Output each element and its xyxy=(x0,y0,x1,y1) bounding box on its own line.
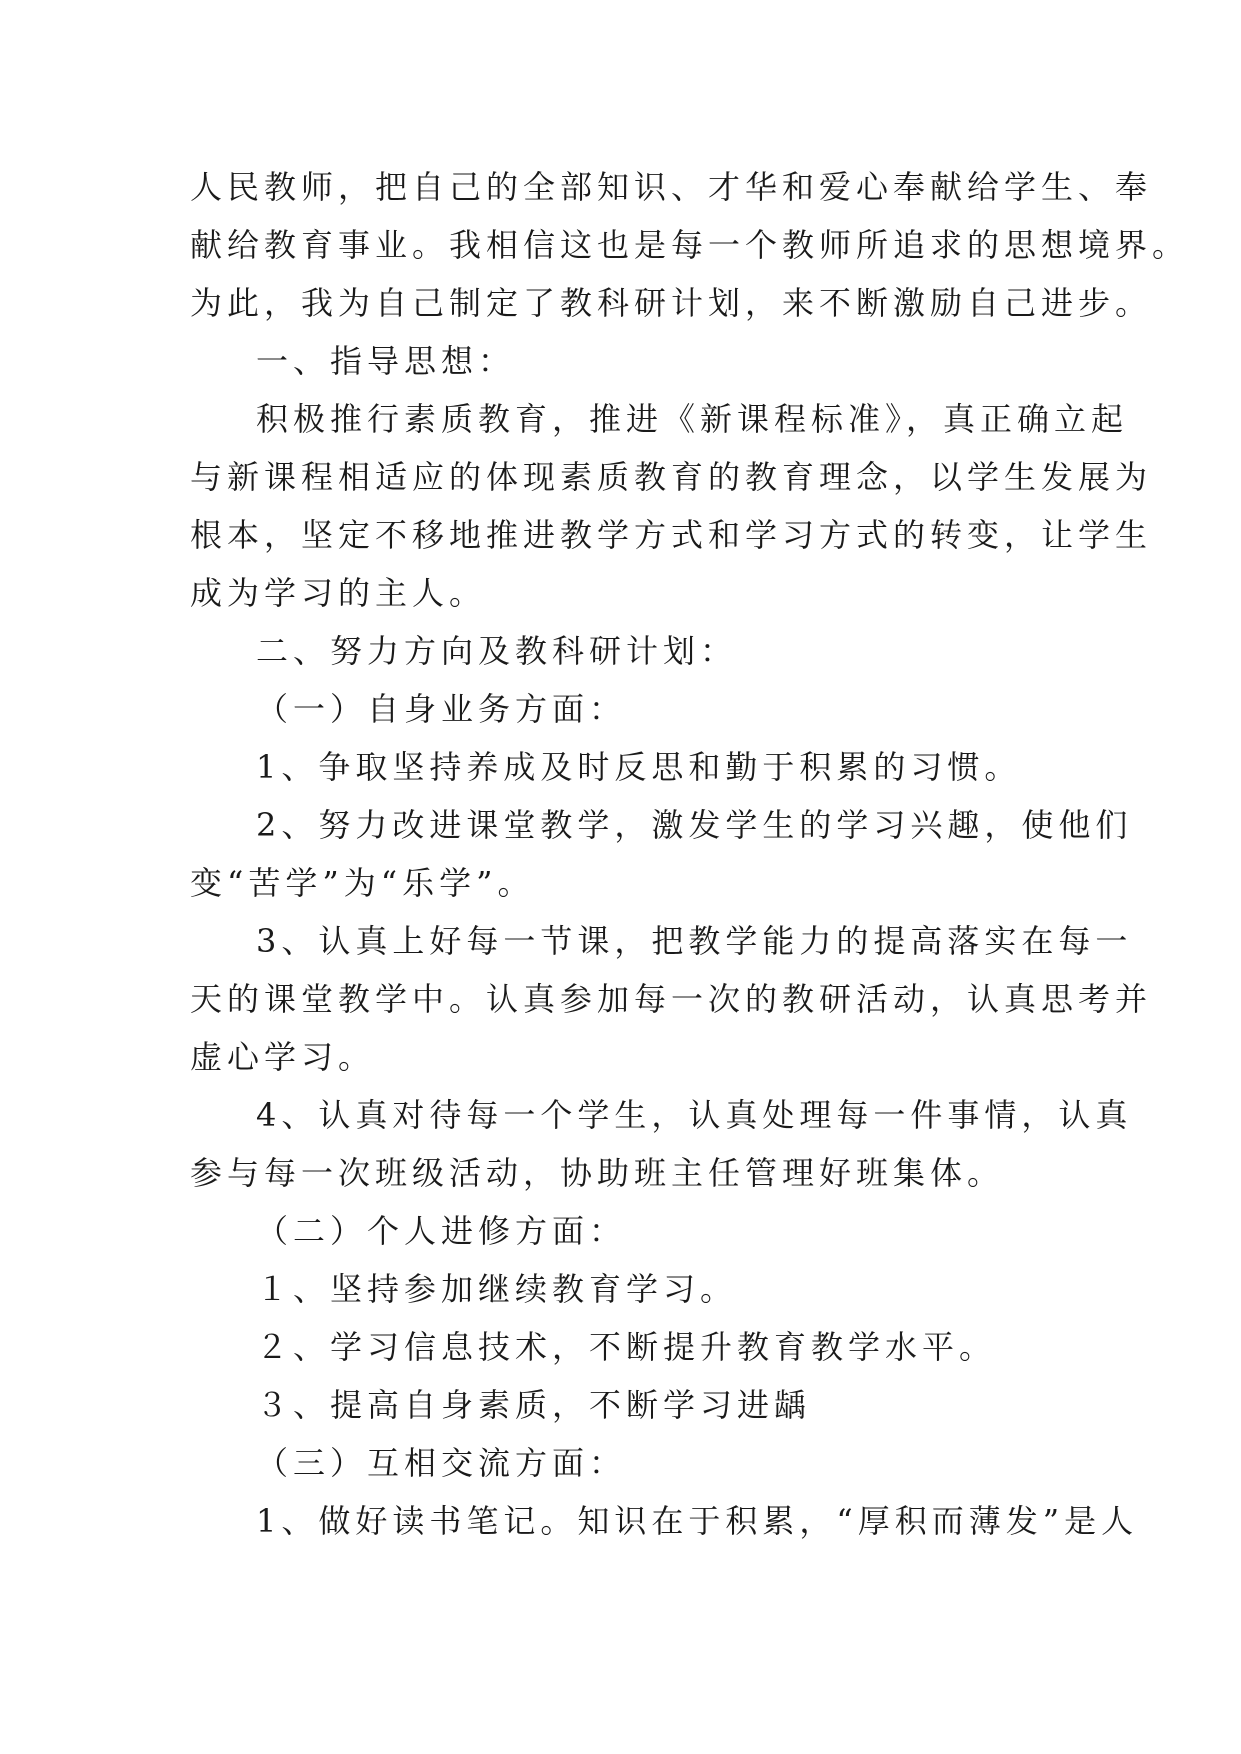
text-line: 献给教育事业。我相信这也是每一个教师所追求的思想境界。 xyxy=(190,226,1190,264)
subsection-heading: （二）个人进修方面： xyxy=(256,1212,627,1250)
subsection-heading: （三）互相交流方面： xyxy=(256,1444,627,1482)
text-line: 积极推行素质教育，推进《新课程标准》，真正确立起 xyxy=(256,400,1129,438)
list-item: 1、争取坚持养成及时反思和勤于积累的习惯。 xyxy=(256,748,1022,786)
list-item: 2、努力改进课堂教学，激发学生的学习兴趣，使他们 xyxy=(256,806,1133,844)
text-line: 根本，坚定不移地推进教学方式和学习方式的转变，让学生 xyxy=(190,516,1153,554)
list-item: 3、认真上好每一节课，把教学能力的提高落实在每一 xyxy=(256,922,1133,960)
text-line: 虚心学习。 xyxy=(190,1038,376,1076)
list-item: ３、提高自身素质，不断学习进龋 xyxy=(256,1386,812,1424)
text-line: 天的课堂教学中。认真参加每一次的教研活动，认真思考并 xyxy=(190,980,1153,1018)
text-line: 与新课程相适应的体现素质教育的教育理念，以学生发展为 xyxy=(190,458,1153,496)
section-heading: 二、努力方向及教科研计划： xyxy=(256,632,738,670)
section-heading: 一、指导思想： xyxy=(256,342,516,380)
text-line: 参与每一次班级活动，协助班主任管理好班集体。 xyxy=(190,1154,1005,1192)
text-line: 变“苦学”为“乐学”。 xyxy=(190,864,535,902)
text-line: 人民教师，把自己的全部知识、才华和爱心奉献给学生、奉 xyxy=(190,168,1153,206)
text-line: 成为学习的主人。 xyxy=(190,574,487,612)
list-item: １、坚持参加继续教育学习。 xyxy=(256,1270,738,1308)
list-item: 1、做好读书笔记。知识在于积累，“厚积而薄发”是人 xyxy=(256,1502,1139,1540)
subsection-heading: （一）自身业务方面： xyxy=(256,690,627,728)
list-item: 4、认真对待每一个学生，认真处理每一件事情，认真 xyxy=(256,1096,1133,1134)
list-item: ２、学习信息技术，不断提升教育教学水平。 xyxy=(256,1328,997,1366)
text-line: 为此，我为自己制定了教科研计划，来不断激励自己进步。 xyxy=(190,284,1153,322)
